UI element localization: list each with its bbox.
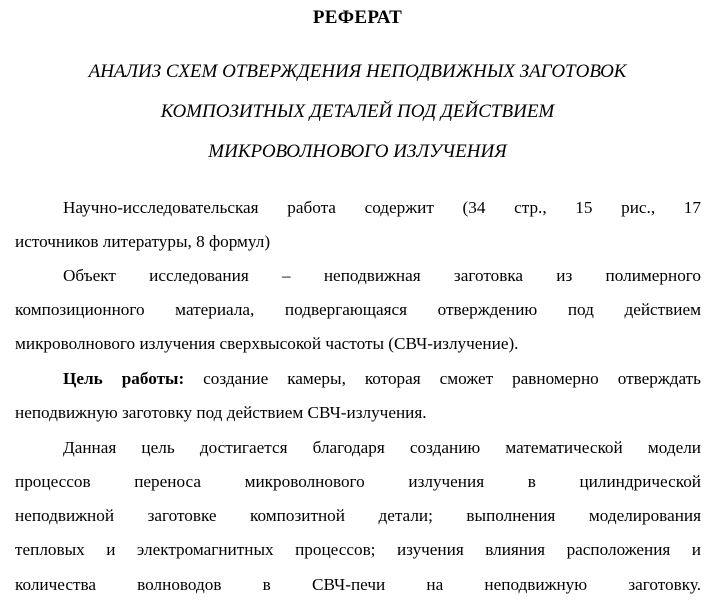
title-line-3: МИКРОВОЛНОВОГО ИЗЛУЧЕНИЯ [208, 141, 507, 162]
paragraph-1-line-2: источников литературы, 8 формул) [15, 232, 271, 251]
paragraph-1-line-1: Научно-исследовательская работа содержит (34 стр., 15 рис., 17 [63, 198, 701, 217]
title-line-1: АНАЛИЗ СХЕМ ОТВЕРЖДЕНИЯ НЕПОДВИЖНЫХ ЗАГОТОВОК [88, 61, 627, 82]
paragraph-4-line-1: Данная цель достигается благодаря созданию математической модели [63, 438, 701, 457]
paragraph-4-line-2: процессов переноса микроволнового излучения в цилиндрической [15, 472, 701, 491]
paragraph-2-line-1: Объект исследования – неподвижная заготовка из полимерного [63, 266, 701, 285]
goal-label: Цель работы: [63, 369, 185, 388]
paragraph-3-line-2: неподвижную заготовку под действием СВЧ-излучения. [15, 403, 427, 422]
paragraph-3-line-1 [63, 368, 701, 390]
document-heading: РЕФЕРАТ [312, 7, 403, 28]
goal-text: создание камеры, которая сможет равномерно отверждать [184, 369, 701, 388]
paragraph-4-line-4: тепловых и электромагнитных процессов; изучения влияния расположения и [15, 540, 701, 559]
paragraph-2-line-3: микроволнового излучения сверхвысокой частоты (СВЧ-излучение). [15, 334, 519, 353]
paragraph-4-line-3: неподвижной заготовке композитной детали; выполнения моделирования [15, 506, 701, 525]
title-line-2: КОМПОЗИТНЫХ ДЕТАЛЕЙ ПОД ДЕЙСТВИЕМ [160, 101, 555, 122]
paragraph-2-line-2: композиционного материала, подвергающаяся отверждению под действием [15, 300, 701, 319]
paragraph-4-line-5: количества волноводов в СВЧ-печи на неподвижную заготовку. [15, 575, 701, 594]
